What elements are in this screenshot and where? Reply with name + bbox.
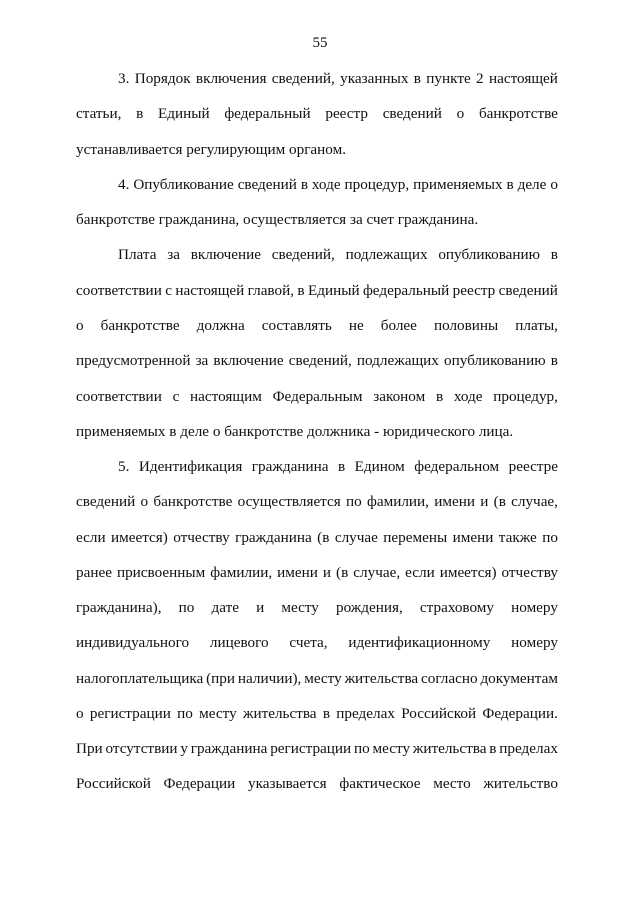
- text-word: месту: [281, 599, 319, 616]
- text-word: если: [405, 564, 435, 581]
- text-word: лицевого: [209, 634, 269, 651]
- text-line-13: [76, 491, 558, 513]
- text-word: Российской: [76, 775, 151, 792]
- text-word: жительства: [344, 670, 419, 687]
- text-word: дате: [211, 599, 239, 616]
- text-word: гражданина: [190, 740, 268, 757]
- text-word: опубликованию: [438, 246, 541, 263]
- text-word: если: [76, 529, 106, 546]
- text-word: Федерации.: [482, 705, 558, 722]
- text-word: о: [456, 105, 465, 122]
- text-word: сведений: [237, 176, 297, 193]
- text-word: перемены: [383, 529, 448, 546]
- text-word: месту: [304, 670, 342, 687]
- text-word: банкротстве: [478, 105, 558, 122]
- text-word: пределах: [499, 740, 558, 757]
- text-word: фактическое: [339, 775, 421, 792]
- text-word: и: [322, 564, 332, 581]
- text-word: Идентификация: [138, 458, 243, 475]
- text-word: индивидуального: [76, 634, 190, 651]
- text-word: ходе: [453, 388, 483, 405]
- text-word: предусмотренной: [76, 352, 191, 369]
- text-word: законом: [373, 388, 426, 405]
- text-word: подлежащих: [356, 352, 439, 369]
- text-word: о: [76, 705, 84, 722]
- text-word: включения: [195, 70, 267, 87]
- text-word: включение: [213, 352, 284, 369]
- text-word: 5.: [118, 458, 130, 475]
- text-word: Федеральным: [272, 388, 363, 405]
- text-word: сведений: [498, 282, 558, 299]
- text-word: случае: [334, 529, 378, 546]
- text-word: Федерации: [163, 775, 236, 792]
- text-word: составлять: [261, 317, 332, 334]
- text-line-21: [76, 773, 558, 795]
- text-line-7: [76, 280, 558, 302]
- text-word: по: [542, 529, 558, 546]
- text-word: деле: [517, 176, 547, 193]
- text-line-9: [76, 350, 558, 372]
- text-word: о: [76, 317, 84, 334]
- text-word: пределах: [336, 705, 395, 722]
- text-word: (в: [493, 493, 506, 510]
- text-word: настоящей: [175, 282, 245, 299]
- text-line-19: [76, 703, 558, 725]
- text-word: Опубликование: [133, 176, 234, 193]
- text-line-6: [118, 244, 558, 266]
- text-word: отчеству: [501, 564, 558, 581]
- text-word: (при: [206, 670, 236, 687]
- text-word: в: [489, 740, 497, 757]
- text-word: имени: [434, 493, 475, 510]
- text-line-5: банкротстве гражданина, осуществляется за счет гражданина.: [76, 211, 479, 228]
- text-line-17: [76, 632, 558, 654]
- text-word: статьи,: [76, 105, 122, 122]
- text-word: гражданина: [251, 458, 329, 475]
- text-word: Единый: [158, 105, 210, 122]
- text-word: в: [300, 176, 308, 193]
- text-word: за: [167, 246, 180, 263]
- text-word: процедур,: [493, 388, 558, 405]
- text-word: Плата: [118, 246, 157, 263]
- text-word: имеется): [439, 564, 497, 581]
- text-word: (в: [336, 564, 349, 581]
- text-word: жительства: [412, 740, 487, 757]
- text-word: Едином: [354, 458, 405, 475]
- text-word: случае,: [353, 564, 401, 581]
- text-word: процедур,: [344, 176, 410, 193]
- text-line-3: устанавливается регулирующим органом.: [76, 141, 346, 158]
- text-word: настоящей: [488, 70, 558, 87]
- text-line-14: [76, 527, 558, 549]
- text-word: 4.: [118, 176, 130, 193]
- text-word: ходе: [311, 176, 341, 193]
- text-line-2: [76, 103, 558, 125]
- text-word: идентификационному: [348, 634, 491, 651]
- text-word: в: [550, 352, 558, 369]
- text-word: имени: [277, 564, 318, 581]
- text-word: реестр: [325, 105, 368, 122]
- text-word: включение: [190, 246, 262, 263]
- text-word: в: [136, 105, 144, 122]
- text-word: о: [140, 493, 149, 510]
- text-word: в: [297, 282, 305, 299]
- text-word: отчеству: [173, 529, 230, 546]
- text-word: по: [353, 740, 370, 757]
- text-word: гражданина: [235, 529, 312, 546]
- text-word: сведений,: [288, 352, 352, 369]
- text-word: федеральный: [224, 105, 311, 122]
- text-word: указывается: [247, 775, 327, 792]
- text-word: осуществляется: [237, 493, 341, 510]
- text-word: и: [480, 493, 489, 510]
- text-word: по: [346, 493, 362, 510]
- text-word: наличии),: [237, 670, 302, 687]
- text-word: сведений: [76, 493, 136, 510]
- text-word: о: [550, 176, 558, 193]
- text-word: не: [348, 317, 364, 334]
- text-word: опубликованию: [443, 352, 546, 369]
- text-word: главой,: [247, 282, 295, 299]
- text-word: (в: [317, 529, 330, 546]
- text-word: 3.: [118, 70, 130, 87]
- text-word: федеральном: [414, 458, 500, 475]
- text-word: должна: [196, 317, 245, 334]
- text-word: половины: [433, 317, 499, 334]
- text-line-8: [76, 315, 558, 337]
- text-word: подлежащих: [345, 246, 428, 263]
- text-word: номеру: [511, 599, 558, 616]
- text-word: месту: [199, 705, 237, 722]
- text-word: фамилии,: [367, 493, 429, 510]
- text-line-15: [76, 562, 558, 584]
- text-word: у: [180, 740, 188, 757]
- text-line-10: [76, 386, 558, 408]
- text-word: федеральный: [362, 282, 450, 299]
- text-word: Российской: [401, 705, 477, 722]
- text-word: и: [256, 599, 265, 616]
- text-line-11: применяемых в деле о банкротстве должника - юридического лица.: [76, 423, 514, 440]
- text-word: в: [337, 458, 346, 475]
- text-word: гражданина),: [76, 599, 162, 616]
- text-word: согласно: [421, 670, 478, 687]
- text-word: отсутствии: [105, 740, 178, 757]
- text-word: 2: [476, 70, 484, 87]
- text-word: регистрации: [270, 740, 352, 757]
- text-word: счета,: [289, 634, 328, 651]
- text-word: реестр: [452, 282, 496, 299]
- text-word: сведений,: [271, 246, 335, 263]
- text-word: фамилии,: [210, 564, 273, 581]
- text-word: в: [413, 70, 421, 87]
- text-word: ранее: [76, 564, 112, 581]
- text-word: в: [506, 176, 514, 193]
- text-word: номеру: [511, 634, 558, 651]
- text-word: документам: [480, 670, 558, 687]
- text-word: с: [172, 388, 180, 405]
- text-line-1: [118, 68, 558, 90]
- text-word: соответствии: [76, 282, 162, 299]
- text-word: страховому: [419, 599, 495, 616]
- text-word: реестре: [508, 458, 558, 475]
- text-line-20: [76, 738, 558, 760]
- text-word: Порядок: [134, 70, 191, 87]
- text-word: регистрации: [89, 705, 171, 722]
- text-word: более: [380, 317, 417, 334]
- text-word: имеется): [111, 529, 168, 546]
- text-word: место: [433, 775, 471, 792]
- text-word: присвоенным: [116, 564, 206, 581]
- text-word: настоящим: [190, 388, 262, 405]
- text-word: по: [177, 705, 193, 722]
- text-word: сведений: [382, 105, 442, 122]
- text-word: банкротстве: [153, 493, 233, 510]
- text-word: пункте: [426, 70, 471, 87]
- text-word: имени: [452, 529, 494, 546]
- text-line-4: [118, 174, 558, 196]
- text-word: по: [178, 599, 195, 616]
- text-word: налогоплательщика: [76, 670, 204, 687]
- text-word: соответствии: [76, 388, 162, 405]
- text-word: за: [195, 352, 209, 369]
- text-line-16: [76, 597, 558, 619]
- text-word: жительства: [242, 705, 317, 722]
- text-word: месту: [372, 740, 411, 757]
- text-line-18: [76, 668, 558, 690]
- text-word: в: [550, 246, 558, 263]
- text-word: жительство: [483, 775, 558, 792]
- text-word: платы,: [515, 317, 558, 334]
- text-word: в: [435, 388, 444, 405]
- text-word: также: [498, 529, 537, 546]
- text-word: При: [76, 740, 103, 757]
- text-word: Единый: [307, 282, 360, 299]
- text-word: случае,: [511, 493, 558, 510]
- text-word: применяемых: [413, 176, 503, 193]
- text-word: указанных: [340, 70, 409, 87]
- text-word: в: [322, 705, 331, 722]
- page-number: 55: [312, 35, 328, 51]
- text-word: сведений,: [271, 70, 335, 87]
- text-word: с: [165, 282, 172, 299]
- text-word: рождения,: [335, 599, 403, 616]
- text-line-12: [118, 456, 558, 478]
- text-word: банкротстве: [100, 317, 180, 334]
